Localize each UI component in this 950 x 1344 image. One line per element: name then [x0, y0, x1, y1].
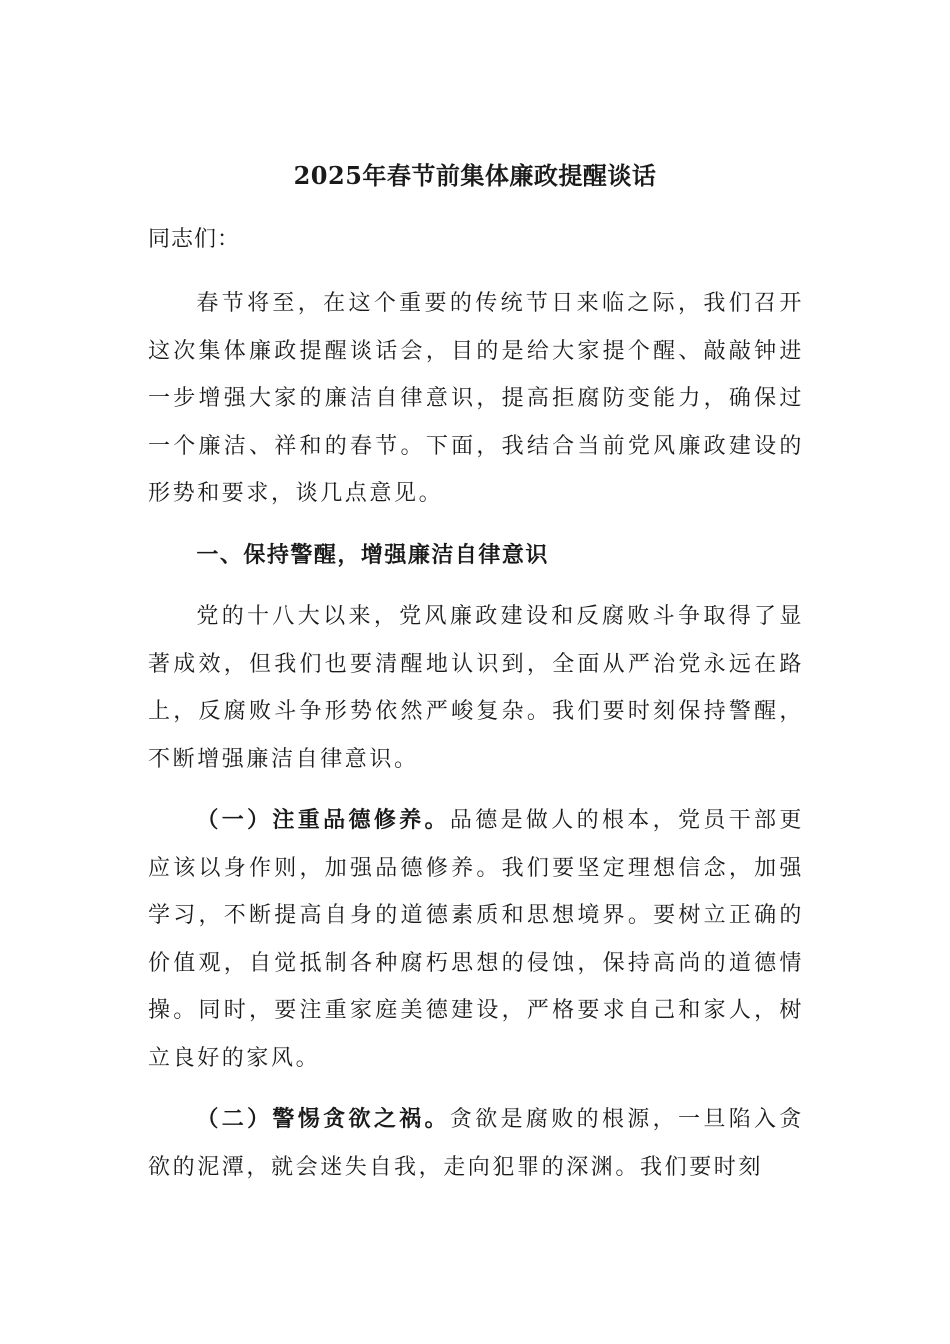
intro-paragraph: 春节将至，在这个重要的传统节日来临之际，我们召开这次集体廉政提醒谈话会，目的是给大家提个醒、敲敲钟进一步增强大家的廉洁自律意识，提高拒腐防变能力，确保过一个廉洁、祥和的春节。下面，我结合当前党风廉政建设的形势和要求，谈几点意见。 — [148, 291, 804, 506]
point-1-text: 品德是做人的根本，党员干部更应该以身作则，加强品德修养。我们要坚定理想信念，加强学习，不断提高自身的道德素质和思想境界。要树立正确的价值观，自觉抵制各种腐朽思想的侵蚀，保持高尚的道德情操。同时，要注重家庭美德建设，严格要求自己和家人，树立良好的家风。 — [148, 808, 804, 1071]
document-body — [148, 280, 804, 1205]
point-2-text: 贪欲是腐败的根源，一旦陷入贪欲的泥潭，就会迷失自我，走向犯罪的深渊。我们要时刻 — [148, 1107, 804, 1180]
point-2-paragraph — [148, 1096, 804, 1191]
section-1-paragraph: 党的十八大以来，党风廉政建设和反腐败斗争取得了显著成效，但我们也要清醒地认识到，全面从严治党永远在路上，反腐败斗争形势依然严峻复杂。我们要时刻保持警醒，不断增强廉洁自律意识。 — [148, 604, 804, 772]
section-1-heading: 一、保持警醒，增强廉洁自律意识 — [196, 541, 549, 568]
point-2-lead: （二）警惕贪欲之祸。 — [196, 1106, 450, 1132]
point-1-paragraph — [148, 797, 804, 1082]
point-1-lead: （一）注重品德修养。 — [196, 807, 450, 833]
document-title: 2025年春节前集体廉政提醒谈话 — [293, 161, 657, 190]
salutation: 同志们： — [148, 227, 241, 252]
